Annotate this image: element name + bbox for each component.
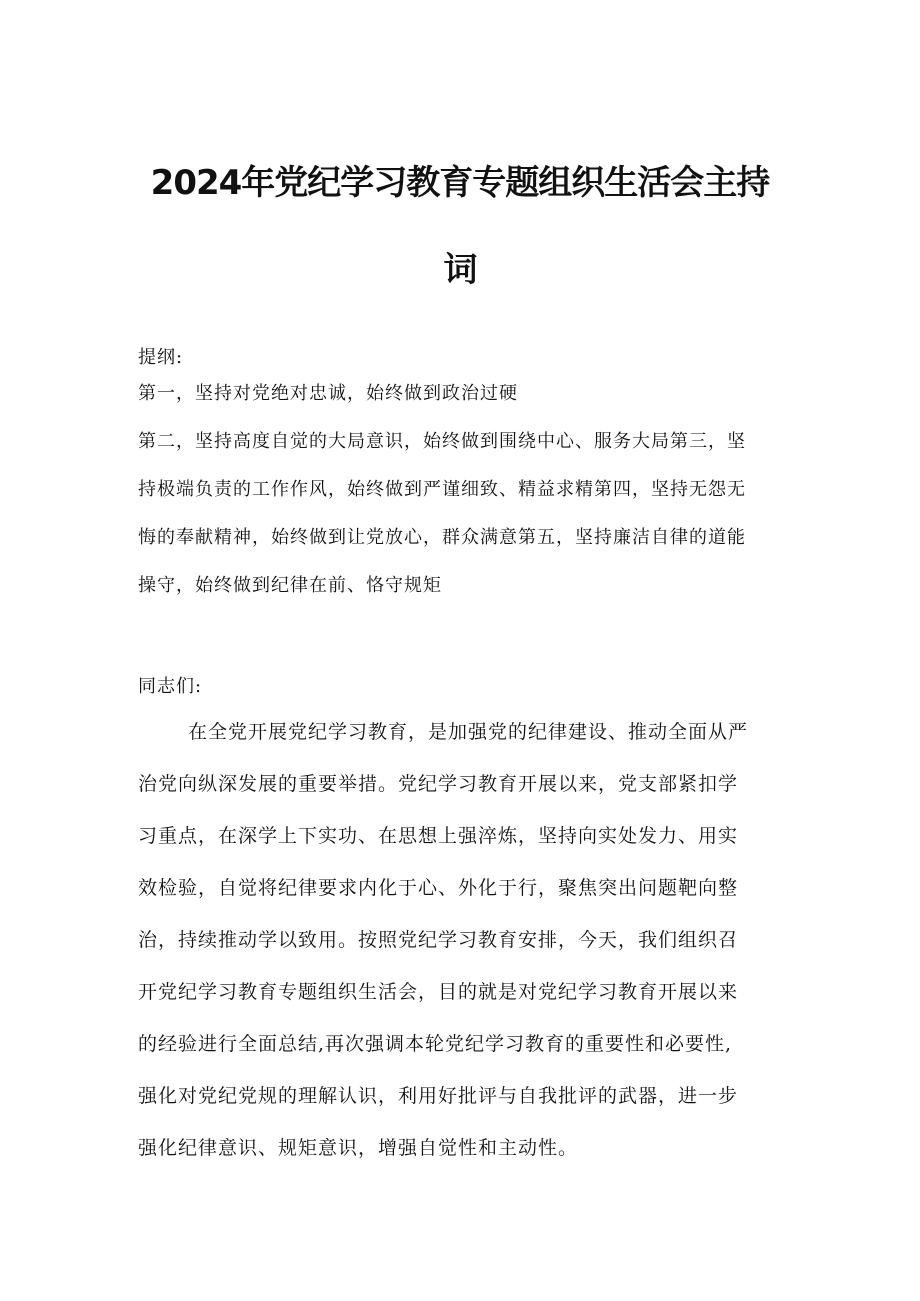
body-line-9: 强化纪律意识、规矩意识，增强自觉性和主动性。	[138, 1137, 579, 1159]
document-title-line-2: 词	[443, 250, 477, 290]
body-line-4: 效检验，自觉将纪律要求内化于心、外化于行，聚焦突出问题靶向整	[138, 877, 739, 899]
salutation: 同志们:	[138, 676, 203, 697]
body-line-8: 强化对党纪党规的理解认识，利用好批评与自我批评的武器，进一步	[138, 1085, 739, 1107]
outline-line-5: 操守，始终做到纪律在前、恪守规矩	[138, 575, 442, 596]
body-line-2: 治党向纵深发展的重要举措。党纪学习教育开展以来，党支部紧扣学	[138, 773, 739, 795]
body-line-7: 的经验进行全面总结,再次强调本轮党纪学习教育的重要性和必要性,	[138, 1033, 733, 1055]
body-line-5: 治，持续推动学以致用。按照党纪学习教育安排，今天，我们组织召	[138, 929, 739, 951]
outline-heading: 提纲:	[138, 347, 184, 368]
outline-line-1: 第一，坚持对党绝对忠诚，始终做到政治过硬	[138, 383, 518, 404]
body-line-1: 在全党开展党纪学习教育，是加强党的纪律建设、推动全面从严	[188, 721, 749, 743]
document-title-line-1: 2024年党纪学习教育专题组织生活会主持	[150, 163, 770, 203]
outline-line-3: 持极端负责的工作作风，始终做到严谨细致、精益求精第四，坚持无怨无	[138, 479, 746, 500]
outline-line-4: 悔的奉献精神，始终做到让党放心，群众满意第五，坚持廉洁自律的道能	[138, 527, 746, 548]
body-line-3: 习重点，在深学上下实功、在思想上强淬炼，坚持向实处发力、用实	[138, 825, 739, 847]
body-line-6: 开党纪学习教育专题组织生活会，目的就是对党纪学习教育开展以来	[138, 981, 739, 1003]
outline-line-2: 第二，坚持高度自觉的大局意识，始终做到围绕中心、服务大局第三，坚	[138, 431, 746, 452]
